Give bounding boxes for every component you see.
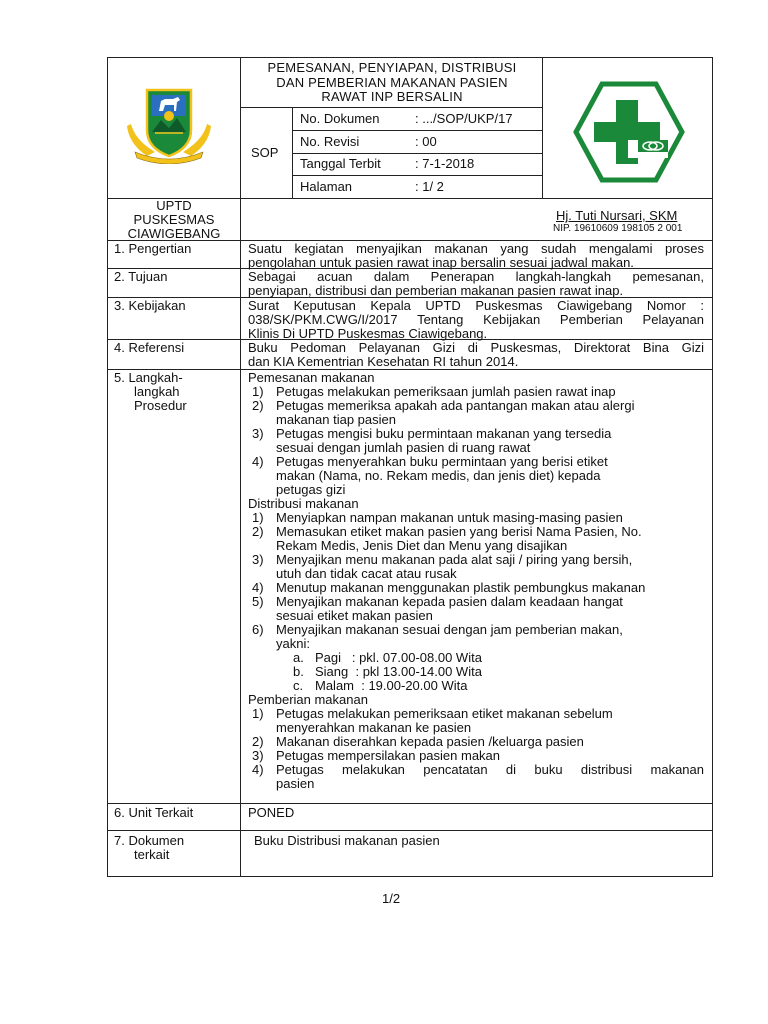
sub-item-text: Malam : 19.00-20.00 Wita xyxy=(315,678,468,693)
label-tujuan: 2. Tujuan xyxy=(114,269,168,284)
step-text: Rekam Medis, Jenis Diet dan Menu yang disajikan xyxy=(276,538,568,553)
step-text: sesuai dengan jumlah pasien di ruang rawat xyxy=(276,440,531,455)
step-num: 3) xyxy=(252,552,264,567)
step-text: Menyajikan menu makanan pada alat saji / piring yang bersih, xyxy=(276,552,633,567)
document-title: PEMESANAN, PENYIAPAN, DISTRIBUSI DAN PEMBERIAN MAKANAN PASIEN RAWAT INP BERSALIN xyxy=(267,60,517,104)
meta-value-tanggal-terbit: : 7-1-2018 xyxy=(415,156,475,171)
sop-label: SOP xyxy=(251,145,279,160)
step-text: menyerahkan makanan ke pasien xyxy=(276,720,472,735)
page-number: 1/2 xyxy=(382,891,401,906)
sub-item-text: Siang : pkl 13.00-14.00 Wita xyxy=(315,664,482,679)
unit-name: UPTD PUSKESMAS CIAWIGEBANG xyxy=(127,198,221,241)
text-pengertian: Suatu kegiatan menyajikan makanan yang sudah mengalami proses pengolahan untuk pasien rawat inap bersalin sesuai jadwal makan. xyxy=(248,241,704,270)
meta-value-no-dokumen: : .../SOP/UKP/17 xyxy=(415,111,513,126)
step-text: Menyiapkan nampan makanan untuk masing-masing pasien xyxy=(276,510,623,525)
signer-name: Hj. Tuti Nursari, SKM xyxy=(556,208,678,223)
step-text: makan (Nama, no. Rekam medis, dan jenis diet) kepada xyxy=(276,468,601,483)
step-text: Petugas mengisi buku permintaan makanan yang tersedia xyxy=(276,426,612,441)
step-text: Memasukan etiket makan pasien yang berisi Nama Pasien, No. xyxy=(276,524,642,539)
label-langkah-2: langkah xyxy=(134,384,180,399)
sub-item-letter: a. xyxy=(293,650,304,665)
step-num: 5) xyxy=(252,594,264,609)
heading-pemesanan: Pemesanan makanan xyxy=(248,370,375,385)
meta-value-no-revisi: : 00 xyxy=(415,134,437,149)
label-dokumen-terkait-1: 7. Dokumen xyxy=(114,833,185,848)
heading-pemberian: Pemberian makanan xyxy=(248,692,368,707)
sub-item-text: Pagi : pkl. 07.00-08.00 Wita xyxy=(315,650,482,665)
text-tujuan: Sebagai acuan dalam Penerapan langkah-langkah pemesanan, penyiapan, distribusi dan pemberian makanan pasien rawat inap. xyxy=(248,269,704,298)
label-unit-terkait: 6. Unit Terkait xyxy=(114,805,194,820)
value-unit-terkait: PONED xyxy=(248,805,295,820)
heading-distribusi: Distribusi makanan xyxy=(248,496,359,511)
step-text: utuh dan tidak cacat atau rusak xyxy=(276,566,457,581)
label-dokumen-terkait-2: terkait xyxy=(134,847,170,862)
step-text: Menyajikan makanan sesuai dengan jam pemberian makan, xyxy=(276,622,623,637)
meta-label-tanggal-terbit: Tanggal Terbit xyxy=(300,156,381,171)
meta-value-halaman: : 1/ 2 xyxy=(415,179,444,194)
step-num: 1) xyxy=(252,384,264,399)
step-num: 4) xyxy=(252,454,264,469)
step-text: Menutup makanan menggunakan plastik pembungkus makanan xyxy=(276,580,646,595)
sub-item-letter: b. xyxy=(293,664,304,679)
meta-label-no-dokumen: No. Dokumen xyxy=(300,111,380,126)
label-kebijakan: 3. Kebijakan xyxy=(114,298,186,313)
sub-item-letter: c. xyxy=(293,678,304,693)
step-num: 3) xyxy=(252,426,264,441)
step-text: Petugas melakukan pemeriksaan jumlah pasien rawat inap xyxy=(276,384,616,399)
label-langkah-3: Prosedur xyxy=(134,398,187,413)
step-text: Makanan diserahkan kepada pasien /keluarga pasien xyxy=(276,734,584,749)
puskesmas-logo xyxy=(572,80,686,184)
text-referensi: Buku Pedoman Pelayanan Gizi di Puskesmas, Direktorat Bina Gizi dan KIA Kementrian Kesehatan RI tahun 2014. xyxy=(248,340,704,369)
text-kebijakan: Surat Keputusan Kepala UPTD Puskesmas Ciawigebang Nomor : 038/SK/PKM.CWG/I/2017 Tentang Kebijakan Pemberian Pelayanan Klinis Di UPTD Puskesmas Ciawigebang. xyxy=(248,298,704,341)
step-text-justified: Petugas melakukan pencatatan di buku distribusi makanan pasien xyxy=(276,762,704,791)
step-text: makanan tiap pasien xyxy=(276,412,396,427)
meta-label-no-revisi: No. Revisi xyxy=(300,134,360,149)
regency-emblem-logo xyxy=(125,86,213,164)
meta-label-halaman: Halaman xyxy=(300,179,353,194)
step-num: 4) xyxy=(252,762,264,777)
step-text: Petugas mempersilakan pasien makan xyxy=(276,748,501,763)
step-text: sesuai etiket makan pasien xyxy=(276,608,433,623)
step-num: 6) xyxy=(252,622,264,637)
step-text: yakni: xyxy=(276,636,310,651)
value-dokumen-terkait: Buku Distribusi makanan pasien xyxy=(254,833,440,848)
step-text: petugas gizi xyxy=(276,482,346,497)
step-num: 1) xyxy=(252,510,264,525)
step-num: 4) xyxy=(252,580,264,595)
signer-nip: NIP. 19610609 198105 2 001 xyxy=(553,223,683,234)
label-referensi: 4. Referensi xyxy=(114,340,185,355)
step-text: Petugas memeriksa apakah ada pantangan makan atau alergi xyxy=(276,398,635,413)
label-pengertian: 1. Pengertian xyxy=(114,241,192,256)
step-num: 3) xyxy=(252,748,264,763)
step-text: Menyajikan makanan kepada pasien dalam keadaan hangat xyxy=(276,594,623,609)
step-num: 2) xyxy=(252,734,264,749)
step-num: 2) xyxy=(252,398,264,413)
step-text: Petugas melakukan pemeriksaan etiket makanan sebelum xyxy=(276,706,613,721)
step-text: Petugas menyerahkan buku permintaan yang berisi etiket xyxy=(276,454,608,469)
label-langkah-1: 5. Langkah- xyxy=(114,370,183,385)
step-num: 1) xyxy=(252,706,264,721)
step-num: 2) xyxy=(252,524,264,539)
